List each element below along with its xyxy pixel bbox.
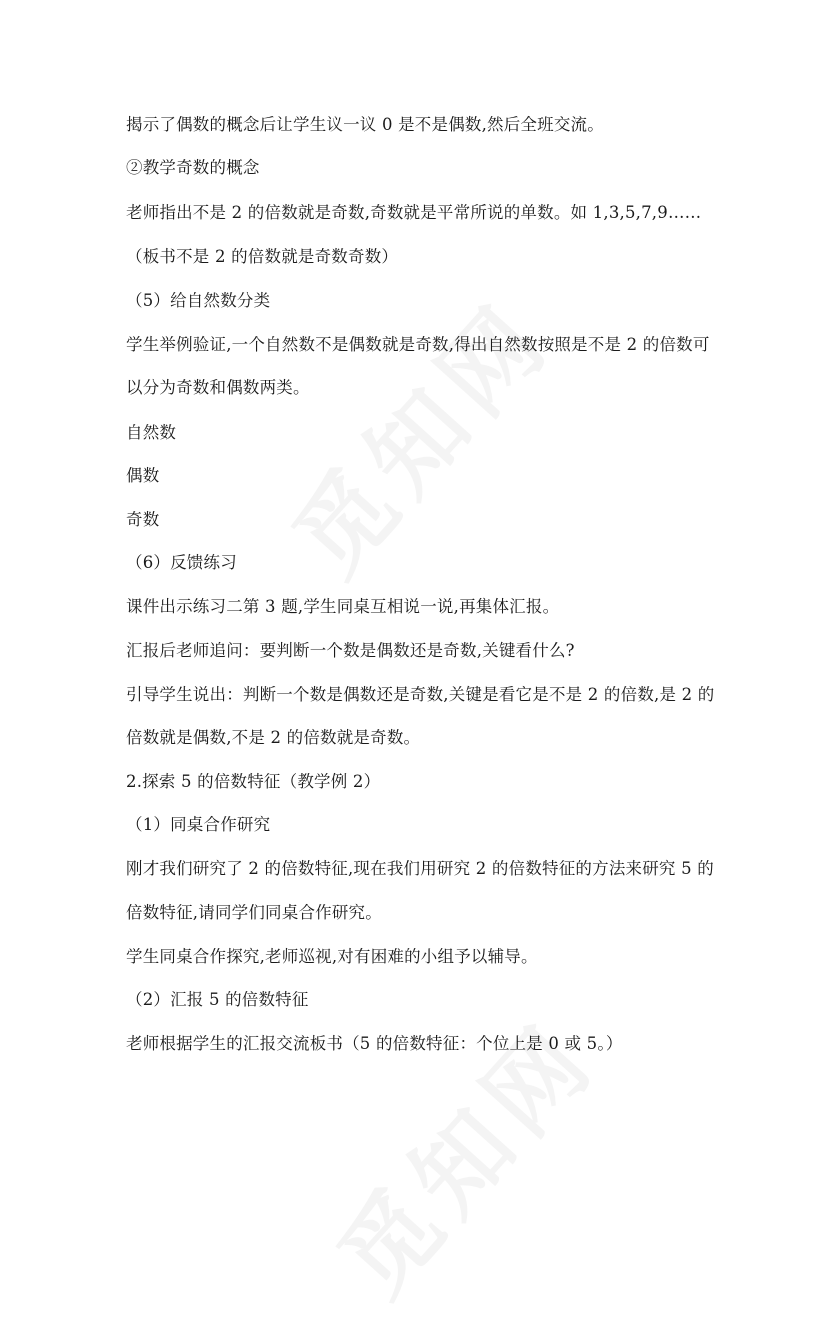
watermark [258,267,577,599]
section-heading: （5）给自然数分类 [126,291,271,310]
paragraph-line: 学生同桌合作探究,老师巡视,对有困难的小组予以辅导。 [126,947,538,966]
paragraph-line: 揭示了偶数的概念后让学生议一议 0 是不是偶数,然后全班交流。 [126,115,604,134]
paragraph-line: 学生举例验证,一个自然数不是偶数就是奇数,得出自然数按照是不是 2 的倍数可 [126,335,710,354]
section-heading: 2.探索 5 的倍数特征（教学例 2） [126,772,381,791]
paragraph-line: 刚才我们研究了 2 的倍数特征,现在我们用研究 2 的倍数特征的方法来研究 5 的 [126,859,714,878]
paragraph-line: 老师指出不是 2 的倍数就是奇数,奇数就是平常所说的单数。如 1,3,5,7,9…… [126,203,702,222]
paragraph-line: 课件出示练习二第 3 题,学生同桌互相说一说,再集体汇报。 [126,597,560,616]
classification-item: 偶数 [126,466,160,485]
paragraph-line: 老师根据学生的汇报交流板书（5 的倍数特征：个位上是 0 或 5。） [126,1034,623,1053]
subheading-odd-number-concept: ②教学奇数的概念 [126,158,260,177]
section-heading: （1）同桌合作研究 [126,815,271,834]
paragraph-line: 引导学生说出：判断一个数是偶数还是奇数,关键是看它是不是 2 的倍数,是 2 的 [126,685,715,704]
paragraph-line: 倍数就是偶数,不是 2 的倍数就是奇数。 [126,728,421,747]
board-note: （板书不是 2 的倍数就是奇数奇数） [126,247,399,266]
paragraph-line: 汇报后老师追问：要判断一个数是偶数还是奇数,关键看什么? [126,641,575,660]
section-heading: （2）汇报 5 的倍数特征 [126,990,309,1009]
section-heading: （6）反馈练习 [126,553,237,572]
classification-item: 自然数 [126,423,177,442]
paragraph-line: 倍数特征,请同学们同桌合作研究。 [126,903,382,922]
classification-item: 奇数 [126,510,160,529]
paragraph-line: 以分为奇数和偶数两类。 [126,378,310,397]
